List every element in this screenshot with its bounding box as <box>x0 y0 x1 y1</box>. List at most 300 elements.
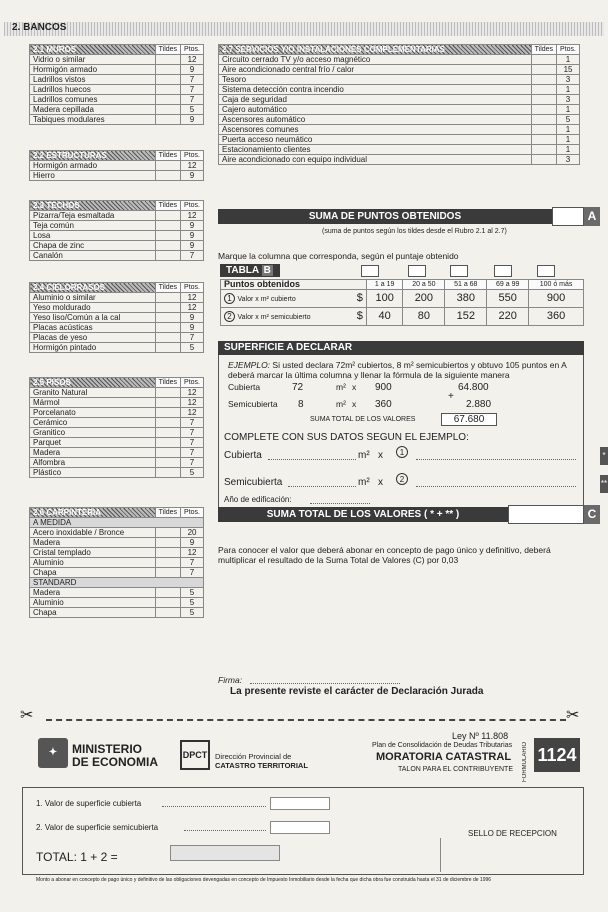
techos-row-label: Pizarra/Teja esmaltada <box>30 211 156 221</box>
techos-row-checkbox[interactable] <box>155 241 180 251</box>
ejemplo-paragraph <box>228 360 578 380</box>
carpinteria-row-points: 5 <box>181 588 204 598</box>
cielorrasos-row-checkbox[interactable] <box>155 303 180 313</box>
carpinteria-group-label: STANDARD <box>30 578 204 588</box>
techos-row <box>30 221 204 231</box>
ex-s-x: x <box>352 399 357 409</box>
tabla-b-row1-label-cell <box>221 290 349 308</box>
techos-row <box>30 241 204 251</box>
servicios-row-checkbox[interactable] <box>531 105 556 115</box>
techos-row-checkbox[interactable] <box>155 211 180 221</box>
muros-table <box>29 44 204 125</box>
cielorrasos-row <box>30 333 204 343</box>
cielorrasos-row-label: Aluminio o similar <box>30 293 156 303</box>
talon-footer: Monto a abonar en concepto de pago único y definitivo de las obligaciones devengadas en concepto de Impuesto Inmobiliario desde la fecha que dicha obra fue construida hasta el 31 de diciembre de 1996 <box>36 877 492 883</box>
pisos-table <box>29 377 204 478</box>
suma-total-title: SUMA TOTAL DE LOS VALORES ( * + ** ) <box>266 509 460 520</box>
ministerio-logo-icon: ✦ <box>38 738 68 768</box>
carpinteria-row-label: Chapa <box>30 568 156 578</box>
row1-value-5: 900 <box>529 290 584 308</box>
carpinteria-row-points: 12 <box>181 548 204 558</box>
tabla-b-label <box>220 264 280 277</box>
pisos-row-checkbox[interactable] <box>155 428 180 438</box>
pisos-row <box>30 398 204 408</box>
row2-value-2: 80 <box>403 308 445 326</box>
techos-row-label: Canalón <box>30 251 156 261</box>
ministerio-line1: MINISTERIO <box>72 742 143 756</box>
carpinteria-row-points: 9 <box>181 538 204 548</box>
pisos-row-points: 5 <box>181 468 204 478</box>
carpinteria-row-checkbox[interactable] <box>155 608 180 618</box>
pisos-row-checkbox[interactable] <box>155 398 180 408</box>
carpinteria-row-label: Aluminio <box>30 558 156 568</box>
marque-text: Marque la columna que corresponda, según el puntaje obtenido <box>218 251 459 261</box>
row1-value-4: 550 <box>487 290 529 308</box>
carpinteria-row-points: 7 <box>181 568 204 578</box>
servicios-row-label: Sistema detección contra incendio <box>219 85 532 95</box>
techos-row-points: 7 <box>181 251 204 261</box>
tabla-b-column-checkbox[interactable] <box>450 265 468 277</box>
tabla-b-row2-label-cell <box>221 308 349 326</box>
tabla-b-column-checkbox[interactable] <box>408 265 426 277</box>
pisos-row-label: Granitico <box>30 428 156 438</box>
row2-value-1: 40 <box>366 308 403 326</box>
pisos-row <box>30 388 204 398</box>
row2-value-3: 152 <box>445 308 487 326</box>
pisos-row-points: 12 <box>181 388 204 398</box>
estructuras-table <box>29 150 204 181</box>
ex-c-val: 900 <box>375 382 392 393</box>
carpinteria-table <box>29 507 204 618</box>
cielorrasos-table <box>29 282 204 353</box>
estructuras-row-label: Hormigón armado <box>30 161 156 171</box>
cubierta-row <box>224 450 584 464</box>
ejemplo-semicubierta-row <box>228 399 498 409</box>
carpinteria-row <box>30 598 204 608</box>
muros-row <box>30 85 204 95</box>
servicios-title: 2.7 SERVICIOS Y/O INSTALACIONES COMPLEMENTARIAS <box>219 45 532 55</box>
pisos-row-checkbox[interactable] <box>155 458 180 468</box>
mark-single-star: * <box>600 447 608 465</box>
muros-row-points: 9 <box>181 115 204 125</box>
tabla-b-col-5: 100 ó más <box>529 280 584 290</box>
cielorrasos-row <box>30 313 204 323</box>
servicios-row-checkbox[interactable] <box>531 55 556 65</box>
row1-value-2: 200 <box>403 290 445 308</box>
pisos-row-label: Madera <box>30 448 156 458</box>
formulario-label: FORMULARIO <box>522 742 528 783</box>
ministerio-name <box>72 743 158 769</box>
line1-label: 1. Valor de superficie cubierta <box>36 799 142 808</box>
servicios-row-checkbox[interactable] <box>531 125 556 135</box>
suma-puntos-input[interactable] <box>552 207 584 226</box>
carpinteria-row-checkbox[interactable] <box>155 568 180 578</box>
carpinteria-row <box>30 568 204 578</box>
pisos-row-label: Cerámico <box>30 418 156 428</box>
pisos-row <box>30 438 204 448</box>
sello-label: SELLO DE RECEPCION <box>468 829 557 838</box>
tabla-b-column-checkbox[interactable] <box>537 265 555 277</box>
cielorrasos-row <box>30 343 204 353</box>
pisos-row <box>30 428 204 438</box>
row2-currency: $ <box>349 308 366 326</box>
cubierta-circle: 1 <box>396 446 408 458</box>
header-title: BANCOS <box>23 22 67 33</box>
row2-circle-num: 2 <box>224 311 235 322</box>
servicios-row-checkbox[interactable] <box>531 85 556 95</box>
scissors-icon: ✂ <box>20 707 34 724</box>
servicios-row-checkbox[interactable] <box>531 135 556 145</box>
techos-row-checkbox[interactable] <box>155 251 180 261</box>
muros-title: 2.1 MUROS <box>30 45 156 55</box>
servicios-row-label: Cajero automático <box>219 105 532 115</box>
carpinteria-ptos-header: Ptos. <box>181 508 204 518</box>
carpinteria-row-checkbox[interactable] <box>155 598 180 608</box>
suma-puntos-letter: A <box>584 207 600 226</box>
techos-row <box>30 251 204 261</box>
muros-row-checkbox[interactable] <box>155 85 180 95</box>
muros-row-points: 12 <box>181 55 204 65</box>
pisos-ptos-header: Ptos. <box>181 378 204 388</box>
carpinteria-row-checkbox[interactable] <box>155 548 180 558</box>
servicios-row-points: 1 <box>557 105 580 115</box>
servicios-row-points: 5 <box>557 115 580 125</box>
servicios-row-label: Estacionamiento clientes <box>219 145 532 155</box>
carpinteria-row-checkbox[interactable] <box>155 538 180 548</box>
pisos-row-checkbox[interactable] <box>155 448 180 458</box>
techos-tildes-header: Tildes <box>155 201 180 211</box>
cielorrasos-row-label: Placas acústicas <box>30 323 156 333</box>
tabla-b <box>220 279 584 326</box>
semicubierta-label: Semicubierta <box>224 477 283 488</box>
pisos-row-points: 7 <box>181 418 204 428</box>
carpinteria-row <box>30 558 204 568</box>
estructuras-row-label: Hierro <box>30 171 156 181</box>
ex-suma-box <box>441 413 497 426</box>
cielorrasos-title: 2.4 CIELORRASOS <box>30 283 156 293</box>
row1-circle-num: 1 <box>224 293 235 304</box>
semi-m2-input[interactable] <box>288 486 356 487</box>
cielorrasos-row-label: Yeso moldurado <box>30 303 156 313</box>
semicubierta-row <box>224 477 584 491</box>
muros-row-points: 7 <box>181 85 204 95</box>
cielorrasos-row-points: 5 <box>181 343 204 353</box>
muros-tildes-header: Tildes <box>155 45 180 55</box>
servicios-row-label: Caja de seguridad <box>219 95 532 105</box>
carpinteria-row-checkbox[interactable] <box>155 558 180 568</box>
muros-row-label: Ladrillos huecos <box>30 85 156 95</box>
anio-label: Año de edificación: <box>224 495 292 504</box>
servicios-row-checkbox[interactable] <box>531 95 556 105</box>
pisos-row-label: Parquet <box>30 438 156 448</box>
tabla-b-column-checkbox[interactable] <box>361 265 379 277</box>
muros-row-checkbox[interactable] <box>155 115 180 125</box>
cielorrasos-row-checkbox[interactable] <box>155 293 180 303</box>
muros-row-checkbox[interactable] <box>155 55 180 65</box>
servicios-row-label: Ascensores comunes <box>219 125 532 135</box>
techos-row-points: 9 <box>181 241 204 251</box>
firma-label: Firma: <box>218 675 243 685</box>
servicios-row <box>219 85 580 95</box>
carpinteria-row <box>30 548 204 558</box>
muros-row-points: 7 <box>181 75 204 85</box>
servicios-ptos-header: Ptos. <box>557 45 580 55</box>
pisos-row <box>30 448 204 458</box>
pisos-row-points: 7 <box>181 438 204 448</box>
servicios-row <box>219 145 580 155</box>
carpinteria-group-row <box>30 578 204 588</box>
carpinteria-row <box>30 588 204 598</box>
tabla-b-col-2: 20 a 50 <box>403 280 445 290</box>
ex-s-m2: 8 <box>298 399 304 410</box>
muros-row <box>30 65 204 75</box>
muros-row-label: Hormigón armado <box>30 65 156 75</box>
carpinteria-group-label: A MEDIDA <box>30 518 204 528</box>
carpinteria-row-label: Chapa <box>30 608 156 618</box>
cut-line <box>46 719 566 721</box>
techos-row <box>30 211 204 221</box>
total-input[interactable] <box>170 845 280 861</box>
servicios-row-label: Circuito cerrado TV y/o acceso magnético <box>219 55 532 65</box>
servicios-row-checkbox[interactable] <box>531 115 556 125</box>
techos-row-checkbox[interactable] <box>155 221 180 231</box>
pisos-row-checkbox[interactable] <box>155 418 180 428</box>
servicios-row <box>219 95 580 105</box>
cielorrasos-row-checkbox[interactable] <box>155 323 180 333</box>
muros-row <box>30 95 204 105</box>
techos-row-label: Losa <box>30 231 156 241</box>
tabla-b-col-4: 69 a 99 <box>487 280 529 290</box>
servicios-row <box>219 115 580 125</box>
servicios-row-points: 1 <box>557 145 580 155</box>
cubierta-m2-unit: m² <box>358 450 370 461</box>
techos-table <box>29 200 204 261</box>
tabla-b-title: TABLA <box>226 265 259 276</box>
carpinteria-row-label: Acero inoxidable / Bronce <box>30 528 156 538</box>
estructuras-row-points: 9 <box>181 171 204 181</box>
firma-input[interactable] <box>250 683 400 684</box>
ex-s-m2-unit: m² <box>336 399 346 409</box>
techos-row-checkbox[interactable] <box>155 231 180 241</box>
pisos-row-label: Plástico <box>30 468 156 478</box>
carpinteria-row <box>30 538 204 548</box>
para-conocer-text: Para conocer el valor que deberá abonar en concepto de pago único y definitivo, deberá multiplicar el resultado de la Suma Total de Valores (C) por 0,03 <box>218 545 551 565</box>
pisos-row-points: 7 <box>181 458 204 468</box>
muros-row-checkbox[interactable] <box>155 95 180 105</box>
carpinteria-row <box>30 528 204 538</box>
carpinteria-row-label: Cristal templado <box>30 548 156 558</box>
carpinteria-tildes-header: Tildes <box>155 508 180 518</box>
cielorrasos-ptos-header: Ptos. <box>181 283 204 293</box>
muros-row-checkbox[interactable] <box>155 65 180 75</box>
direccion-line1: Dirección Provincial de <box>215 752 292 761</box>
servicios-row <box>219 105 580 115</box>
tabla-b-column-checkbox[interactable] <box>494 265 512 277</box>
servicios-row-checkbox[interactable] <box>531 75 556 85</box>
mark-double-star: ** <box>600 475 608 493</box>
carpinteria-row-checkbox[interactable] <box>155 528 180 538</box>
servicios-row-points: 3 <box>557 155 580 165</box>
carpinteria-title: 2.6 CARPINTERIA <box>30 508 156 518</box>
servicios-row-checkbox[interactable] <box>531 65 556 75</box>
cielorrasos-row <box>30 303 204 313</box>
servicios-row-points: 15 <box>557 65 580 75</box>
pisos-row-label: Mármol <box>30 398 156 408</box>
pisos-row-points: 7 <box>181 448 204 458</box>
cielorrasos-row-points: 7 <box>181 333 204 343</box>
muros-row-label: Tabiques modulares <box>30 115 156 125</box>
pisos-tildes-header: Tildes <box>155 378 180 388</box>
servicios-row <box>219 55 580 65</box>
row2-value-5: 360 <box>529 308 584 326</box>
suma-puntos-title: SUMA DE PUNTOS OBTENIDOS <box>308 211 462 222</box>
cubierta-label: Cubierta <box>224 450 262 461</box>
techos-row-points: 12 <box>181 211 204 221</box>
techos-row-points: 9 <box>181 231 204 241</box>
ley-text: Ley Nº 11.808 <box>452 731 509 741</box>
line2-label: 2. Valor de superficie semicubierta <box>36 823 159 832</box>
semi-x: x <box>378 477 383 488</box>
cielorrasos-row-points: 12 <box>181 303 204 313</box>
row1-value-1: 100 <box>366 290 403 308</box>
servicios-row-points: 1 <box>557 135 580 145</box>
carpinteria-row <box>30 608 204 618</box>
ex-c-m2-unit: m² <box>336 382 346 392</box>
ejemplo-cubierta-row <box>228 382 498 392</box>
suma-total-input[interactable] <box>508 505 584 524</box>
muros-row-label: Ladrillos vistos <box>30 75 156 85</box>
carpinteria-row-points: 5 <box>181 598 204 608</box>
cielorrasos-row-points: 9 <box>181 313 204 323</box>
estructuras-ptos-header: Ptos. <box>181 151 204 161</box>
suma-total-bar <box>218 507 508 522</box>
line1-result[interactable] <box>270 797 330 810</box>
row2-value-4: 220 <box>487 308 529 326</box>
pisos-row-checkbox[interactable] <box>155 468 180 478</box>
servicios-row <box>219 125 580 135</box>
techos-row <box>30 231 204 241</box>
pisos-row-points: 12 <box>181 408 204 418</box>
row2-label: Valor x m² semicubierto <box>237 314 311 321</box>
ex-s-val: 360 <box>375 399 392 410</box>
suma-puntos-note: (suma de puntos según los tildes desde el Rubro 2.1 al 2.7) <box>322 228 507 235</box>
muros-row <box>30 105 204 115</box>
ex-cubierta-label: Cubierta <box>228 382 261 392</box>
muros-row-checkbox[interactable] <box>155 105 180 115</box>
pisos-row-points: 7 <box>181 428 204 438</box>
cubierta-x: x <box>378 450 383 461</box>
cubierta-result-input[interactable] <box>416 459 576 460</box>
estructuras-tildes-header: Tildes <box>155 151 180 161</box>
pisos-row <box>30 408 204 418</box>
pisos-row-checkbox[interactable] <box>155 438 180 448</box>
declaracion-text: La presente reviste el carácter de Declaración Jurada <box>230 686 484 697</box>
pisos-row-points: 12 <box>181 398 204 408</box>
anio-input[interactable] <box>310 503 370 504</box>
carpinteria-row-points: 5 <box>181 608 204 618</box>
muros-row-label: Madera cepillada <box>30 105 156 115</box>
plan-text: Plan de Consolidación de Deudas Tributarias <box>372 742 513 749</box>
servicios-row-points: 1 <box>557 125 580 135</box>
line1-input[interactable] <box>162 806 266 807</box>
servicios-row-label: Puerta acceso neumático <box>219 135 532 145</box>
techos-title: 2.3 TECHOS <box>30 201 156 211</box>
cielorrasos-row-checkbox[interactable] <box>155 313 180 323</box>
carpinteria-row-points: 20 <box>181 528 204 538</box>
techos-row-label: Teja común <box>30 221 156 231</box>
total-label: TOTAL: 1 + 2 = <box>36 850 118 864</box>
cielorrasos-row-label: Placas de yeso <box>30 333 156 343</box>
estructuras-row-checkbox[interactable] <box>155 161 180 171</box>
servicios-row-checkbox[interactable] <box>531 145 556 155</box>
cubierta-m2-input[interactable] <box>268 459 356 460</box>
carpinteria-row-label: Madera <box>30 588 156 598</box>
firma-row <box>218 675 408 685</box>
ex-c-x: x <box>352 382 357 392</box>
techos-ptos-header: Ptos. <box>181 201 204 211</box>
cielorrasos-row <box>30 323 204 333</box>
carpinteria-row-checkbox[interactable] <box>155 588 180 598</box>
ministerio-line2: DE ECONOMIA <box>72 755 159 769</box>
muros-row-points: 9 <box>181 65 204 75</box>
ex-suma-value: 67.680 <box>453 414 485 425</box>
muros-row-checkbox[interactable] <box>155 75 180 85</box>
cielorrasos-row-checkbox[interactable] <box>155 343 180 353</box>
muros-row <box>30 115 204 125</box>
ejemplo-label: EJEMPLO: <box>228 360 271 370</box>
pisos-row-label: Granito Natural <box>30 388 156 398</box>
direccion-line2: CATASTRO TERRITORIAL <box>215 761 308 770</box>
cielorrasos-row-label: Hormigón pintado <box>30 343 156 353</box>
ex-suma-label: SUMA TOTAL DE LOS VALORES <box>310 416 416 423</box>
direccion-text <box>215 752 308 770</box>
tabla-b-head: Puntos obtenidos <box>221 280 367 290</box>
cielorrasos-row-points: 9 <box>181 323 204 333</box>
complete-text: COMPLETE CON SUS DATOS SEGUN EL EJEMPLO: <box>224 432 469 443</box>
cielorrasos-row-label: Yeso liso/Común a la cal <box>30 313 156 323</box>
ex-semi-label: Semicubierta <box>228 399 278 409</box>
dpct-logo: DPCT <box>180 740 210 770</box>
pisos-row-checkbox[interactable] <box>155 408 180 418</box>
line2-input[interactable] <box>184 830 266 831</box>
pisos-row-label: Alfombra <box>30 458 156 468</box>
semi-result-input[interactable] <box>416 486 576 487</box>
estructuras-row <box>30 171 204 181</box>
muros-row <box>30 75 204 85</box>
moratoria-text: MORATORIA CATASTRAL <box>376 751 512 763</box>
tabla-b-col-1: 1 a 19 <box>366 280 403 290</box>
cielorrasos-row-checkbox[interactable] <box>155 333 180 343</box>
cielorrasos-row-points: 12 <box>181 293 204 303</box>
cielorrasos-tildes-header: Tildes <box>155 283 180 293</box>
tabla-b-letter: B <box>263 265 271 276</box>
suma-total-letter: C <box>584 505 600 524</box>
anio-row <box>224 495 384 504</box>
estructuras-row-checkbox[interactable] <box>155 171 180 181</box>
talon-para-text: TALON PARA EL CONTRIBUYENTE <box>398 766 514 773</box>
pisos-row-checkbox[interactable] <box>155 388 180 398</box>
servicios-row <box>219 155 580 165</box>
muros-ptos-header: Ptos. <box>181 45 204 55</box>
pisos-row-label: Porcelanato <box>30 408 156 418</box>
servicios-row-points: 1 <box>557 55 580 65</box>
servicios-row <box>219 135 580 145</box>
servicios-row-checkbox[interactable] <box>531 155 556 165</box>
line2-result[interactable] <box>270 821 330 834</box>
row1-label: Valor x m² cubierto <box>237 296 296 303</box>
header-number: 2. <box>12 22 21 33</box>
servicios-row-label: Aire acondicionado central frío / calor <box>219 65 532 75</box>
